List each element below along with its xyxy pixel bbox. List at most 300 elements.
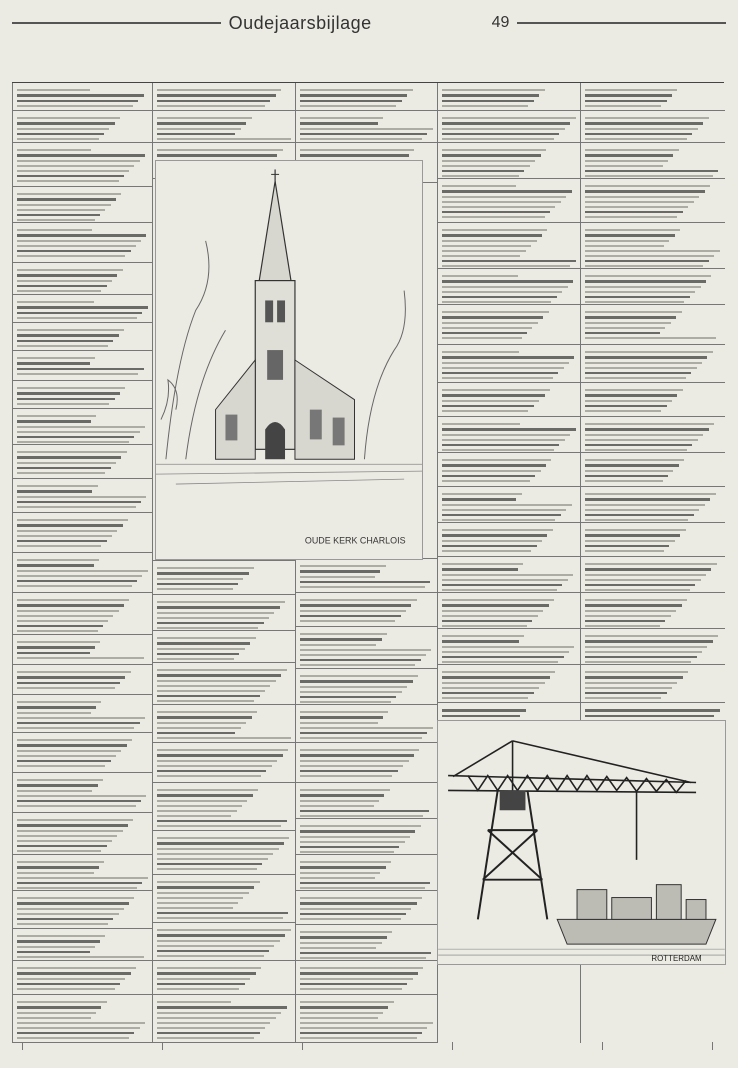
text-line [17,193,121,195]
text-line [442,646,574,648]
text-line [157,897,243,899]
ad-block [13,665,153,695]
text-line [300,947,376,949]
ad-block [13,111,153,143]
text-line [17,570,148,572]
text-line [442,275,518,277]
text-line [157,737,291,739]
ad-block [13,635,153,665]
text-line [17,727,134,729]
ad-block [13,855,153,891]
text-line [157,722,246,724]
text-line [585,449,687,451]
text-line [442,589,557,591]
ad-block [581,593,725,629]
text-line [442,105,528,107]
text-line [585,579,701,581]
text-line [300,830,415,833]
text-line [300,846,399,849]
text-line [442,356,574,359]
text-line [300,957,426,959]
text-line [585,377,686,379]
text-line [585,275,711,277]
ad-block [13,263,153,295]
text-line [585,160,668,162]
text-line [585,519,688,521]
text-line [442,687,539,689]
text-line [300,570,380,573]
text-line [157,950,269,953]
text-line [300,988,402,990]
text-line [17,456,121,459]
ad-block [581,111,725,143]
text-line [17,128,109,130]
text-line [300,686,407,688]
text-line [585,568,711,571]
text-line [442,568,518,571]
text-line [17,564,94,567]
text-line [585,610,676,612]
text-line [17,717,145,719]
ad-block [581,179,725,223]
ad-block [438,111,581,143]
ad-block [438,629,581,665]
text-line [442,504,572,506]
text-line [442,265,570,267]
text-line [300,887,425,889]
text-line [17,1017,91,1019]
text-line [300,620,395,622]
text-line [442,160,535,162]
text-line [157,917,283,919]
text-line [442,709,526,712]
text-line [17,234,146,237]
header-rule-right [517,22,726,24]
text-line [585,138,687,140]
text-line [442,449,554,451]
text-line [300,604,411,607]
text-line [17,580,137,583]
text-line [585,540,675,542]
text-line [442,190,572,193]
text-line [300,586,425,588]
text-line [157,154,277,157]
text-line [585,640,713,643]
text-line [585,459,684,461]
text-line [17,214,100,217]
text-line [442,89,545,91]
text-line [585,584,695,587]
text-line [157,583,238,586]
text-line [585,692,667,695]
text-line [17,209,105,211]
text-line [157,642,250,645]
text-line [300,649,431,651]
text-line [442,234,542,237]
text-line [442,439,565,441]
text-line [585,89,677,91]
text-line [442,138,554,140]
text-line [157,695,260,698]
text-line [300,638,382,641]
text-line [300,775,392,777]
ad-block [296,593,438,627]
text-line [157,1017,276,1019]
ad-block [581,383,725,417]
text-line [585,604,682,607]
text-line [442,362,569,364]
text-line [157,820,287,823]
text-line [17,882,142,885]
text-line [17,306,148,309]
text-line [17,398,115,401]
ad-block [153,961,296,995]
text-line [17,524,123,527]
text-line [17,620,108,622]
text-line [585,682,677,684]
ad-block [153,561,296,595]
text-line [300,722,378,724]
text-line [442,579,568,581]
text-line [157,138,291,140]
text-line [300,972,418,975]
text-line [17,154,145,157]
text-line [442,201,561,203]
text-line [157,1037,254,1039]
church-illustration [155,160,423,560]
text-line [17,646,95,649]
text-line [17,175,124,178]
text-line [17,387,125,389]
text-line [442,311,549,313]
text-line [585,635,718,637]
ad-block [153,995,296,1043]
text-line [300,659,421,662]
text-line [442,563,523,565]
text-line [442,211,550,214]
text-line [300,851,394,853]
text-line [17,956,144,958]
ad-block [13,223,153,263]
text-line [157,1001,231,1003]
text-line [300,565,386,567]
text-line [17,1032,134,1035]
text-line [442,423,520,425]
text-line [300,154,409,157]
text-line [585,493,716,495]
text-line [17,290,101,292]
text-line [17,988,115,990]
text-line [300,765,403,767]
text-line [300,701,391,703]
text-line [442,509,566,511]
ad-block [13,409,153,445]
text-line [585,327,665,329]
text-line [442,301,551,303]
text-line [300,576,375,578]
text-line [157,133,235,136]
text-line [585,322,671,324]
text-line [585,697,661,699]
text-line [157,1022,270,1024]
text-line [300,770,398,773]
text-line [157,770,266,773]
text-line [442,367,564,369]
text-line [442,149,546,151]
text-line [17,575,142,577]
text-line [17,784,98,787]
text-line [17,255,125,257]
ad-block [581,305,725,345]
text-line [17,1001,107,1003]
page-title: Oudejaarsbijlage [228,12,372,33]
text-line [585,332,660,335]
text-line [585,296,690,299]
text-line [17,739,132,741]
text-line [17,451,127,453]
text-line [300,983,407,986]
text-line [17,830,123,832]
text-line [300,149,414,151]
text-line [300,644,376,646]
text-line [442,240,537,242]
text-line [157,978,250,980]
text-line [442,377,553,379]
text-line [17,625,103,628]
text-line [442,280,573,283]
text-line [585,589,690,591]
text-line [585,280,706,283]
text-line [585,389,683,391]
text-line [442,459,551,461]
text-line [157,149,283,151]
text-line [585,625,660,627]
text-line [442,635,524,637]
text-line [442,625,527,627]
text-line [442,599,554,601]
text-line [585,509,699,511]
text-line [17,501,141,504]
text-line [300,815,423,817]
text-line [17,472,105,474]
text-line [17,420,91,423]
ad-block [296,627,438,669]
text-line [585,316,676,319]
text-line [17,392,120,395]
text-line [17,89,90,91]
text-line [157,789,258,791]
text-line [585,301,684,303]
text-line [157,912,288,915]
ad-block [153,663,296,705]
text-line [442,255,520,257]
text-line [157,907,233,909]
text-line [300,128,433,130]
text-line [17,250,131,253]
text-line [585,620,665,623]
text-line [157,588,233,590]
text-line [585,661,691,663]
text-line [442,676,550,679]
text-line [442,540,542,542]
text-line [442,529,553,531]
text-line [17,819,133,821]
text-line [442,389,550,391]
ad-block [13,351,153,381]
text-line [17,972,131,975]
text-line [585,175,713,177]
text-line [157,848,279,850]
text-line [300,122,378,125]
text-line [17,485,98,487]
text-line [157,572,249,575]
text-line [442,519,555,521]
text-line [442,154,541,157]
ad-block [296,743,438,783]
text-line [585,405,667,408]
ad-block [438,487,581,523]
text-line [442,715,520,718]
text-line [442,260,576,263]
text-line [17,877,148,879]
text-line [585,122,703,125]
text-line [17,329,124,331]
text-line [17,467,111,470]
text-line [585,234,675,237]
text-line [300,908,411,910]
ad-block [13,773,153,813]
text-line [17,671,131,673]
ad-block [153,111,296,143]
text-line [17,506,136,508]
ad-block [13,929,153,961]
text-line [442,229,547,231]
margin-tick [22,1042,23,1050]
text-line [157,749,288,751]
text-line [157,805,242,807]
ad-block [296,559,438,593]
margin-tick [302,1042,303,1050]
text-line [157,716,252,719]
text-line [157,853,273,855]
text-line [585,291,695,293]
text-line [300,978,413,980]
harbor-crane-illustration [437,720,726,965]
text-line [585,464,679,467]
margin-tick [162,1042,163,1050]
text-line [17,496,146,498]
text-line [17,1012,96,1014]
ad-block [153,831,296,875]
ad-block [438,83,581,111]
text-line [157,606,280,609]
ad-block [296,83,438,111]
text-line [300,711,388,713]
text-line [300,800,379,802]
ad-column [12,83,153,1043]
text-line [17,204,111,206]
text-line [17,240,141,242]
text-line [442,327,532,329]
text-line [300,810,429,813]
text-line [300,696,396,699]
text-line [300,581,430,584]
ad-block [581,345,725,383]
text-line [157,1032,260,1035]
text-line [157,612,274,614]
text-line [17,540,107,543]
text-line [17,615,113,617]
text-line [300,967,423,969]
text-line [17,872,94,874]
text-line [157,929,291,931]
text-line [300,861,391,863]
text-line [300,789,390,791]
ad-block [296,995,438,1043]
text-line [442,493,522,495]
text-line [157,674,281,677]
text-line [300,760,409,762]
text-line [17,610,119,612]
ad-block [296,961,438,995]
text-line [17,1022,145,1024]
text-line [157,794,253,797]
text-line [442,400,539,402]
text-line [585,550,664,552]
text-line [442,584,562,587]
text-line [157,89,281,91]
text-line [442,434,570,436]
header-rule-left [12,22,221,24]
text-line [17,722,140,725]
text-line [585,94,672,97]
text-line [442,550,531,552]
ad-block [296,111,438,143]
text-line [300,1012,383,1014]
text-line [17,908,124,910]
text-line [17,630,98,632]
text-line [17,138,99,140]
text-line [300,675,418,677]
text-line [157,837,289,839]
text-line [157,881,260,883]
ad-block [581,665,725,703]
text-line [17,701,101,703]
ad-block [153,595,296,631]
ad-block [438,305,581,345]
text-line [17,545,101,547]
text-line [585,149,679,151]
text-line [17,431,140,433]
text-line [300,931,392,933]
text-line [442,291,562,293]
text-line [585,117,709,119]
text-line [585,356,707,359]
text-line [157,945,274,947]
text-line [17,840,112,842]
text-line [300,794,384,797]
text-line [442,620,532,623]
text-line [300,1022,433,1024]
text-line [157,690,265,692]
harbor-caption: ROTTERDAM [651,954,702,964]
text-line [585,185,710,187]
harbor-drawing [438,721,725,964]
text-line [157,775,261,777]
ad-block [13,187,153,223]
text-line [157,627,258,629]
ad-block [13,961,153,995]
